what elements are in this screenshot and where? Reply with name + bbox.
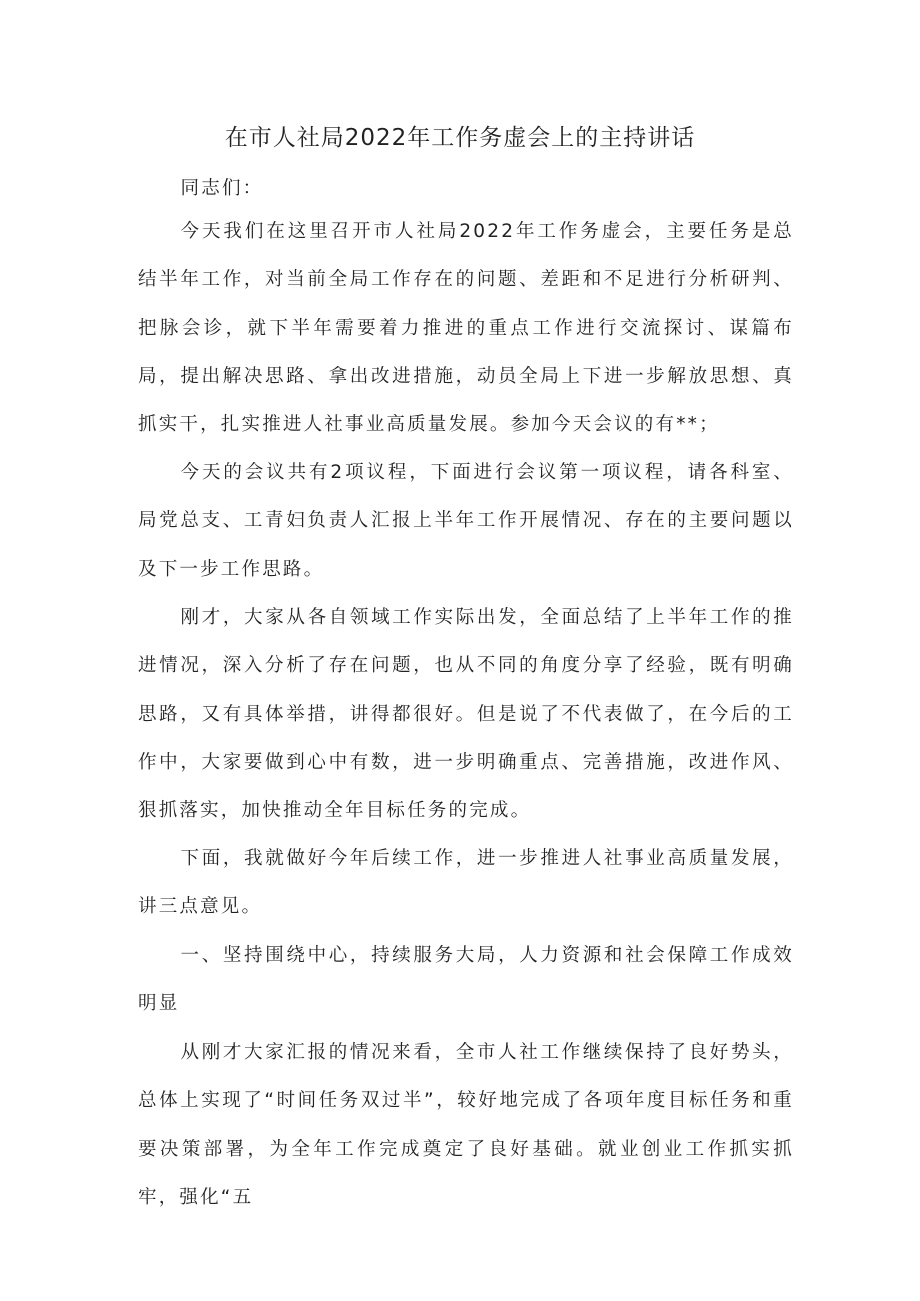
section-heading-one: 一、坚持围绕中心，持续服务大局，人力资源和社会保障工作成效明显 [138,945,794,1015]
paragraph-agenda: 今天的会议共有2项议程，下面进行会议第一项议程，请各科室、局党总支、工青妇负责人汇报上半年工作开展情况、存在的主要问题以及下一步工作思路。 [138,462,794,580]
document-title: 在市人社局2022年工作务虚会上的主持讲话 [224,125,696,151]
paragraph-report-review: 从刚才大家汇报的情况来看，全市人社工作继续保持了良好势头，总体上实现了“时间任务双过半”，较好地完成了各项年度目标任务和重要决策部署，为全年工作完成奠定了良好基础。就业创业工作抓实抓牢，强化“五 [138,1042,794,1208]
paragraph-summary: 刚才，大家从各自领域工作实际出发，全面总结了上半年工作的推进情况，深入分析了存在问题，也从不同的角度分享了经验，既有明确思路，又有具体举措，讲得都很好。但是说了不代表做了，在今后的工作中，大家要做到心中有数，进一步明确重点、完善措施，改进作风、狠抓落实，加快推动全年目标任务的完成。 [138,607,794,822]
salutation: 同志们： [180,178,264,199]
paragraph-opening: 今天我们在这里召开市人社局2022年工作务虚会，主要任务是总结半年工作，对当前全局工作存在的问题、差距和不足进行分析研判、把脉会诊，就下半年需要着力推进的重点工作进行交流探讨、谋篇布局，提出解决思路、拿出改进措施，动员全局上下进一步解放思想、真抓实干，扎实推进人社事业高质量发展。参加今天会议的有**； [138,221,794,436]
paragraph-three-points: 下面，我就做好今年后续工作，进一步推进人社事业高质量发展，讲三点意见。 [138,848,794,918]
